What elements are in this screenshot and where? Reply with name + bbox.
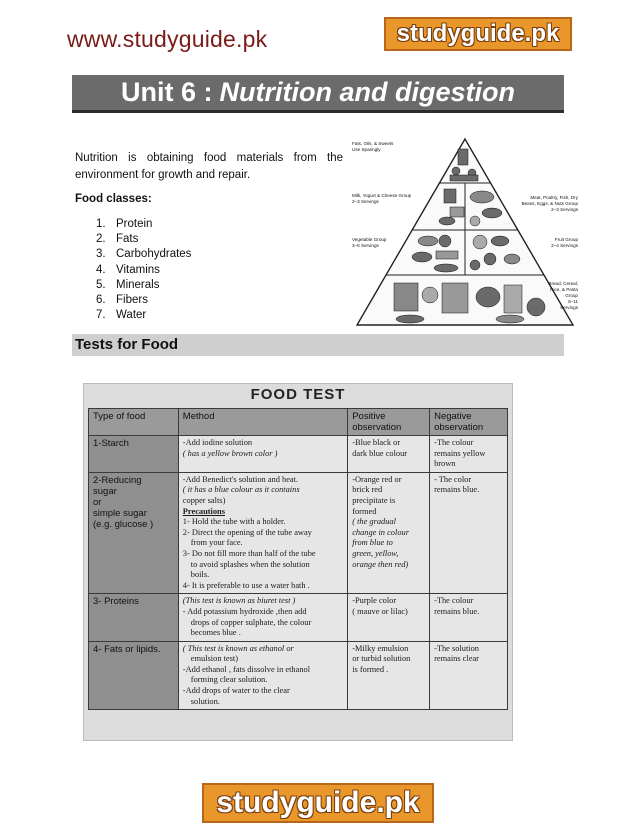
food-class-number: 4. (96, 263, 106, 276)
pyramid-label-milk-1: Milk, Yogurt & Cheese Group (352, 193, 412, 198)
cell-line: -The colour (434, 438, 474, 447)
cell-line: green, yellow, (352, 548, 399, 558)
cell-line: -The colour (434, 596, 474, 606)
site-url: www.studyguide.pk (67, 26, 268, 52)
cell-negative (430, 641, 508, 710)
cell-method (178, 594, 347, 641)
food-class-item (96, 217, 191, 232)
pyramid-label-veg-1: Vegetable Group (352, 237, 387, 242)
cell-line: precipitate is (352, 495, 396, 505)
food-class-number: 5. (96, 278, 106, 291)
cell-line: to avoid splashes when the solution (190, 559, 310, 569)
pyramid-label-bread-2: Rice, & Pasta (550, 287, 578, 292)
cell-line: or turbid solution (352, 654, 411, 664)
cell-negative (430, 594, 508, 641)
cell-line: copper salts) (182, 495, 226, 505)
food-class-number: 2. (96, 233, 106, 246)
cell-line: formed (352, 506, 377, 516)
cell-line: dark blue colour (352, 448, 408, 458)
food-test-scan (83, 383, 513, 741)
cell-line: from your face. (190, 538, 243, 548)
food-class-label: Minerals (116, 278, 160, 291)
food-class-item (96, 293, 191, 308)
cell-line: remains blue. (434, 485, 480, 495)
page-title (72, 75, 564, 113)
cell-line: remains clear (434, 654, 479, 664)
cell-method (178, 436, 347, 473)
cell-line: remains yellow (434, 448, 486, 458)
cell-line: ( has a yellow brown color ) (182, 448, 278, 458)
pyramid-label-fats-1: Fats, Oils, & Sweets (352, 141, 394, 146)
pyramid-label-veg-2: 3–5 Servings (352, 243, 379, 248)
food-class-label: Protein (116, 218, 153, 230)
cell-line: 3- Do not fill more than half of the tube (182, 548, 316, 558)
cell-line: Precautions (182, 506, 225, 516)
pyramid-label-bread-3: Group (565, 293, 578, 298)
food-test-title: FOOD TEST (250, 386, 346, 403)
cell-line: -Add iodine solution (182, 438, 253, 447)
food-class-item (96, 263, 191, 278)
cell-line: -Purple color (352, 596, 397, 606)
cell-line: remains blue. (434, 606, 480, 616)
tests-for-food-heading: Tests for Food (72, 334, 564, 356)
title-italic: Nutrition and digestion (219, 77, 515, 107)
cell-line: forming clear solution. (190, 675, 268, 685)
cell-line: simple sugar (93, 507, 147, 519)
cell-line: boils. (190, 570, 210, 580)
cell-line: becomes blue . (190, 628, 241, 638)
cell-line: -Add ethanol , fats dissolve in ethanol (182, 664, 311, 674)
food-class-label: Fibers (116, 293, 148, 306)
cell-line: orange then red) (352, 559, 409, 569)
cell-food (89, 641, 179, 710)
food-class-item (96, 247, 191, 262)
cell-line: -Milky emulsion (352, 643, 409, 653)
intro-paragraph: Nutrition is obtaining food materials from the environment for growth and repair. (75, 152, 343, 181)
food-class-item (96, 278, 191, 293)
cell-line: -Orange red or (352, 474, 402, 484)
food-class-number: 7. (96, 309, 106, 322)
pyramid-label-fruit-2: 2–4 Servings (551, 243, 578, 248)
food-class-label: Vitamins (116, 263, 160, 276)
cell-line: (This test is known as biuret test ) (182, 596, 296, 606)
food-pyramid-illustration (350, 137, 580, 329)
cell-line: 4- Fats or lipids. (93, 643, 161, 655)
studyguide-logo-top: studyguide.pk (384, 17, 572, 51)
cell-line: ( it has a blue colour as it contains (182, 485, 300, 495)
cell-food (89, 594, 179, 641)
pyramid-label-bread-4: 6–11 (568, 299, 578, 304)
food-class-item (96, 232, 191, 247)
cell-line: brick red (352, 485, 383, 495)
pyramid-label-bread-5: Servings (560, 305, 578, 310)
pyramid-label-milk-2: 2–3 Servings (352, 199, 379, 204)
food-class-label: Carbohydrates (116, 248, 192, 261)
pyramid-label-meat-1: Meat, Poultry, Fish, Dry (530, 195, 578, 200)
pyramid-label-fruit-1: Fruit Group (554, 237, 578, 242)
cell-line: -Blue black or (352, 438, 401, 447)
cell-line: 4- It is preferable to use a water bath . (182, 580, 310, 590)
food-class-item (96, 308, 191, 323)
cell-method (178, 472, 347, 594)
cell-line: -Add drops of water to the clear (182, 686, 290, 696)
cell-line: 2- Direct the opening of the tube away (182, 527, 312, 537)
cell-line: (e.g. glucose ) (93, 518, 154, 530)
header-negative: Negative observation (430, 409, 508, 436)
food-class-number: 1. (96, 218, 106, 230)
pyramid-label-meat-3: 2–3 Servings (551, 207, 578, 212)
title-prefix: Unit 6 : (121, 77, 213, 107)
pyramid-label-bread-1: Bread, Cereal, (548, 281, 578, 286)
cell-line: brown (434, 459, 456, 469)
food-test-row (89, 472, 508, 594)
cell-line: change in colour (352, 527, 409, 537)
food-class-label: Fats (116, 233, 139, 246)
cell-method (178, 641, 347, 710)
food-classes-list (96, 217, 191, 323)
header-positive: Positive observation (348, 409, 430, 436)
header-type-of-food: Type of food (89, 409, 179, 436)
cell-negative (430, 436, 508, 473)
cell-line: -Add Benedict's solution and heat. (182, 474, 299, 484)
food-class-number: 6. (96, 293, 106, 306)
food-test-row (89, 436, 508, 473)
pyramid-label-fats-2: Use Sparingly (352, 147, 381, 152)
food-test-row (89, 641, 508, 710)
cell-line: sugar (93, 485, 117, 497)
food-classes-heading: Food classes: (75, 193, 152, 205)
cell-line: 2-Reducing (93, 474, 142, 486)
food-test-row (89, 594, 508, 641)
header-method: Method (178, 409, 347, 436)
cell-line: ( the gradual (352, 517, 396, 527)
cell-positive (348, 594, 430, 641)
cell-line: or (93, 496, 102, 508)
cell-food (89, 436, 179, 473)
cell-positive (348, 436, 430, 473)
cell-line: from blue to (352, 538, 393, 548)
cell-negative (430, 472, 508, 594)
pyramid-label-meat-2: Beans, Eggs, & Nuts Group (521, 201, 578, 206)
food-class-label: Water (116, 309, 147, 322)
food-class-number: 3. (96, 248, 106, 261)
cell-line: drops of copper sulphate, the colour (190, 617, 312, 627)
cell-positive (348, 641, 430, 710)
cell-line: emulsion test) (190, 654, 239, 664)
cell-line: -The solution (434, 643, 479, 653)
food-test-table (88, 408, 508, 710)
studyguide-logo-bottom: studyguide.pk (202, 783, 434, 823)
cell-line: 1- Hold the tube with a holder. (182, 517, 286, 527)
cell-food (89, 472, 179, 594)
cell-line: solution. (190, 696, 220, 706)
cell-line: - The color (434, 474, 472, 484)
cell-line: is formed . (352, 664, 389, 674)
cell-line: ( mauve or lilac) (352, 606, 408, 616)
cell-line: 3- Proteins (93, 596, 139, 608)
cell-positive (348, 472, 430, 594)
cell-line: ( This test is known as ethanol or (182, 643, 294, 653)
cell-line: - Add potassium hydroxide ,then add (182, 606, 307, 616)
cell-line: 1-Starch (93, 438, 129, 449)
